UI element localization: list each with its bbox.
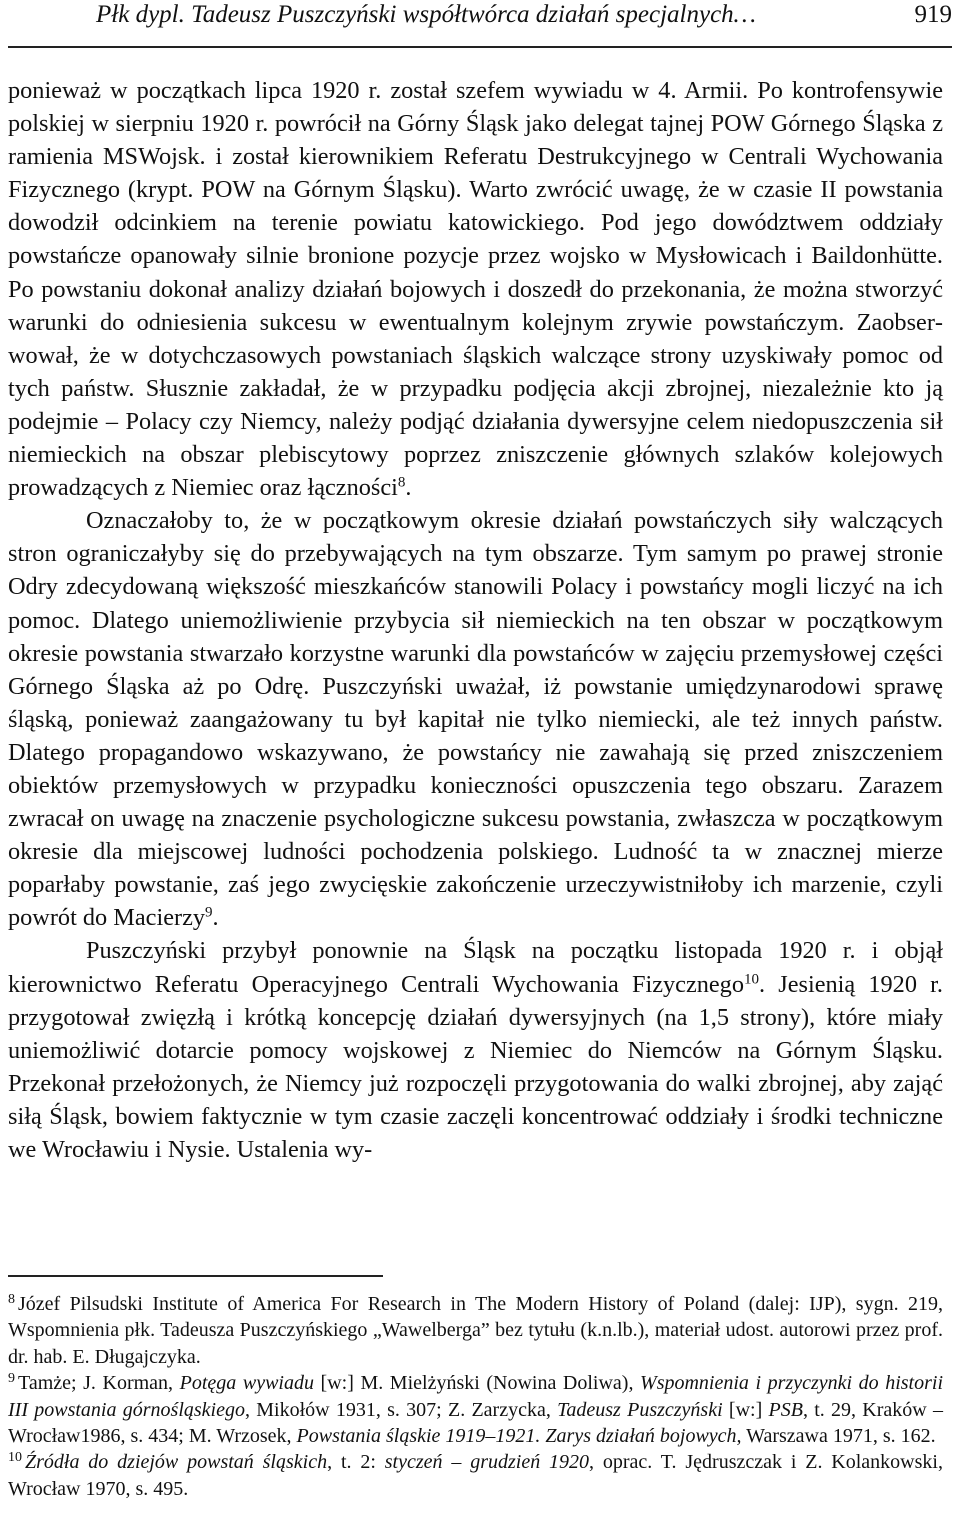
paragraph-1-text: ponieważ w początkach lipca 1920 r. został szefem wywiadu w 4. Armii. Po kontrofensywie polskiej w sierpniu 1920 r. powrócił na Górny Śląsk jako delegat tajnej POW Górnego Śląska z ramienia MSWojsk. i został kierownikiem Referatu Destrukcyjnego w Centrali Wychowania Fizycznego (krypt. POW na Górnym Śląsku). Warto zwrócić uwagę, że w czasie II powstania dowodził odcinkiem na terenie powiatu katowickiego. Pod jego dowództwem oddziały powstańcze opanowały silnie bronione pozycje przez wojsko w Mysłowicach i Baildonhütte. Po powstaniu dokonał analizy działań bojowych i doszedł do przekonania, że można stworzyć warunki do odniesienia sukcesu w ewentualnym kolejnym zrywie powstańczym. Zaobserwował, że w dotychczasowych powstaniach śląskich walczące strony uzyskiwały pomoc od tych państw. Słusznie zakładał, że w przypadku podjęcia akcji zbrojnej, niezależnie kto ją podejmie – Polacy czy Niemcy, należy podjąć działania dywersyjne celem niedopuszczenia sił niemieckich na obszar plebiscytowy poprzez zniszczenie głównych szlaków kolejowych prowadzących z Niemiec oraz łączności xyxy=(8,77,943,502)
footnote-10-text-d: , oprac. T. Jędruszczak i Z. Kolankowski, Wrocław 1970, s. 495. xyxy=(8,1451,943,1500)
running-title: Płk dypl. Tadeusz Puszczyński współtwórca działań specjalnych… xyxy=(96,1,756,28)
footnote-9-text-a: Tamże; J. Korman, xyxy=(18,1372,180,1395)
footnote-separator xyxy=(8,1275,383,1277)
paragraph-2-end: . xyxy=(212,904,219,932)
footnote-8-number: 8 xyxy=(8,1292,15,1307)
footnote-9-text-e: , Mikołów 1931, s. 307; Z. Zarzycka, xyxy=(244,1398,558,1421)
paragraph-2-text: Oznaczałoby to, że w początkowym okresie działań powstańczych siły walczących stron ograniczałyby się do przebywających na tym obszarze. Tym samym po prawej stronie Odry zdecydowaną większość mieszkańców stanowili Polacy i powstańcy mogli liczyć na ich pomoc. Dlatego uniemożliwienie przybycia sił niemieckich na ten obszar w początkowym okresie powstania stwarzało korzystne warunki dla powstańców w zajęciu przemysłowej części Górnego Śląska aż po Odrę. Puszczyński uważał, iż powstanie umiędzynarodowi sprawę śląską, ponieważ zaangażowany tu był kapitał nie tylko niemiecki, ale też innych państw. Dlatego propagandowo wskazywano, że powstańcy nie zawahają się przed zniszczeniem obiektów przemysłowych w przypadku konieczności opuszczenia tego obszaru. Zarazem zwracał on uwagę na znaczenie psychologiczne sukcesu powstania, zwłaszcza w początkowym okresie dla miejscowej ludności pochodzenia polskiego. Ludność ta w znacznej mierze poparłaby powstanie, zaś jego zwycięskie zakończenie urzeczywistniłoby ich marzenie, czyli powrót do Macierzy xyxy=(8,507,943,932)
paragraph-1 xyxy=(8,74,943,504)
footnote-9-title-f: Tadeusz Puszczyński xyxy=(557,1398,723,1421)
footnote-8-text: Józef Pilsudski Institute of America For Research in The Modern History of Poland (dalej: IJP), sygn. 219, Wspomnienia płk. Tadeusza Puszczyńskiego „Wawelberga” bez tytułu (k.n.lb.), materiał udost. autorowi przez prof. dr. hab. E. Długajczyka. xyxy=(8,1293,943,1368)
footnote-10-text-b: , t. 2: xyxy=(327,1451,385,1474)
paragraph-2 xyxy=(8,504,943,934)
footnote-9-title-j: Powstania śląskie 1919–1921. Zarys działań bojowych, xyxy=(296,1425,742,1448)
footnote-8 xyxy=(8,1291,943,1370)
footnote-ref-9[interactable]: 9 xyxy=(205,905,213,922)
running-header xyxy=(8,0,952,48)
footnote-10-title-a: Źródła do dziejów powstań śląskich xyxy=(25,1451,328,1474)
paragraph-3-text-b: . Jesienią 1920 r. przygotował zwięzłą i krótką koncepcję działań dywersyjnych (na 1,5 strony), które miały uniemożliwić dotarcie pomocy wojskowej z Niemiec do Niemców na Górnym Śląsku. Przekonał przełożonych, że Niemcy już rozpoczęli przygotowania do walki zbrojnej, aby zająć siłą Śląsk, bowiem faktycznie w tym czasie zaczęli koncentrować oddziały i środki techniczne we Wrocławiu i Nysie. Ustalenia wy- xyxy=(8,970,943,1163)
footnote-ref-10[interactable]: 10 xyxy=(743,971,760,988)
footnote-10 xyxy=(8,1449,943,1502)
footnote-9 xyxy=(8,1370,943,1449)
footnote-9-title-h: PSB xyxy=(768,1398,803,1421)
footnote-9-number: 9 xyxy=(8,1371,15,1387)
footnote-9-title-d: Wspomnienia i przyczynki do historii III powstania górnośląskiego xyxy=(8,1372,943,1421)
footnote-10-number: 10 xyxy=(8,1450,22,1466)
page-number: 919 xyxy=(914,1,952,28)
paragraph-3-text-a: Puszczyński przybył ponownie na Śląsk na początku listopada 1920 r. i objął kierownictwo Referatu Operacyjnego Centrali Wychowania Fizycznego xyxy=(8,937,943,998)
footnote-9-text-g: [w:] xyxy=(722,1398,769,1421)
paragraph-1-end: . xyxy=(405,474,412,502)
footnote-9-text-c: [w:] M. Mielżyński (Nowina Doliwa), xyxy=(313,1372,641,1395)
footnote-ref-8[interactable]: 8 xyxy=(397,474,406,491)
main-text xyxy=(8,74,943,1166)
footnote-9-title-a: Potęga wywiadu xyxy=(179,1372,314,1395)
footnote-9-text-k: Warszawa 1971, s. 162. xyxy=(741,1425,936,1448)
paragraph-3 xyxy=(8,934,943,1166)
footnote-9-text-i: , t. 29, Kraków – Wrocław1986, s. 434; M. Wrzosek, xyxy=(8,1398,943,1448)
footnote-10-title-c: styczeń – grudzień 1920 xyxy=(384,1451,590,1474)
footnotes xyxy=(8,1291,943,1502)
